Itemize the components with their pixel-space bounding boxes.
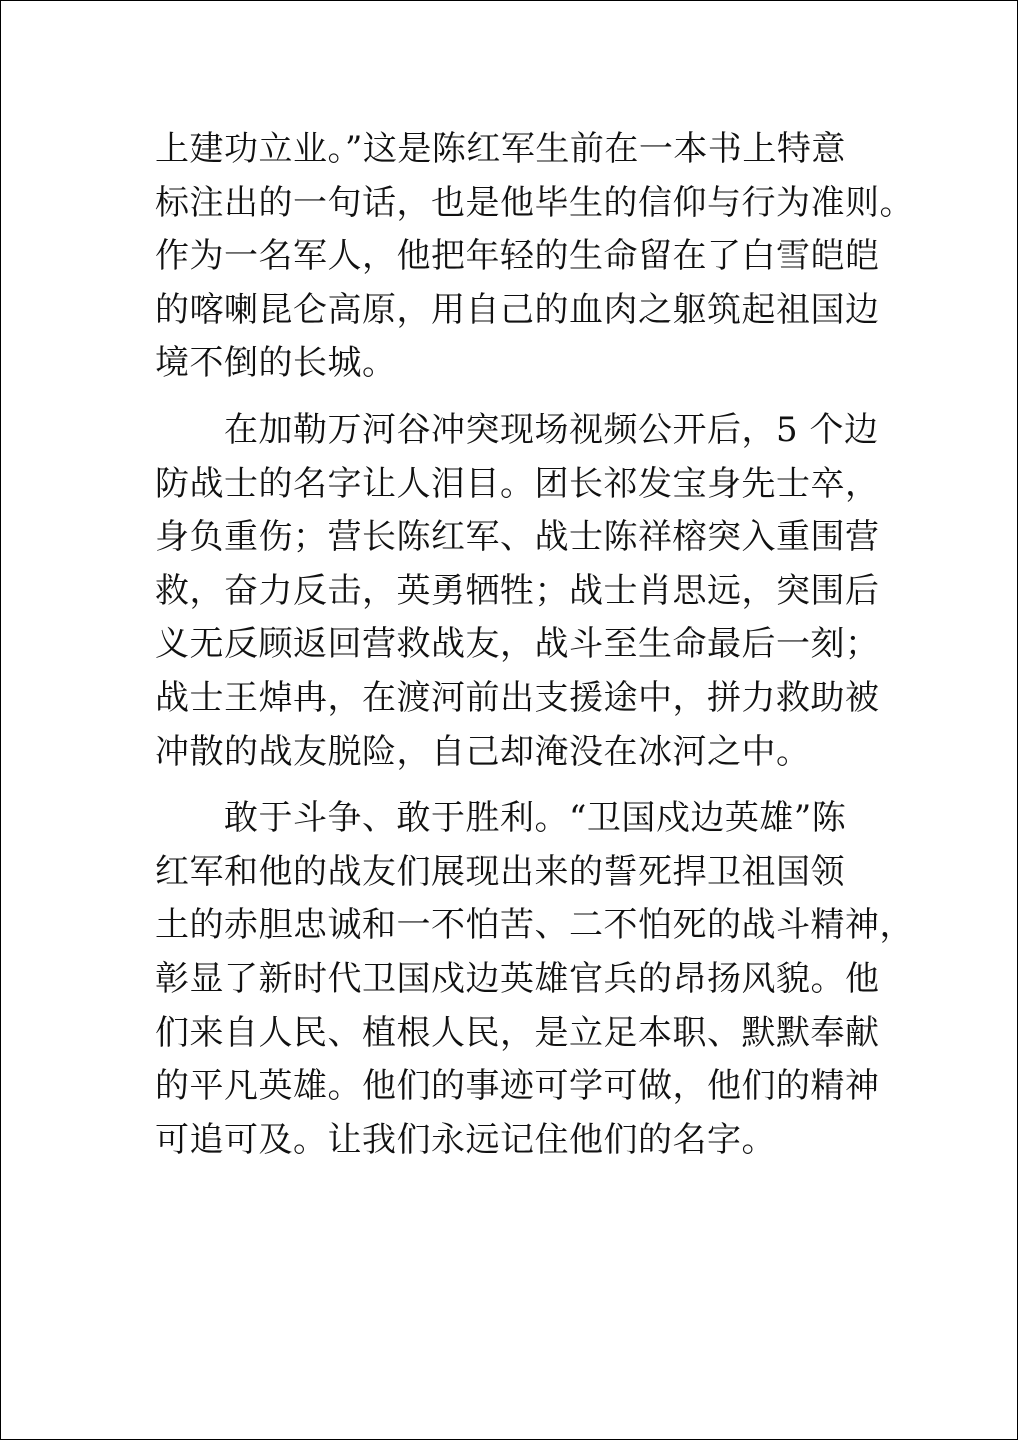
- document-body: [155, 123, 914, 1167]
- text-line: 土的赤胆忠诚和一不怕苦、二不怕死的战斗精神，: [155, 905, 914, 946]
- text-line: 上建功立业。”这是陈红军生前在一本书上特意: [155, 129, 846, 169]
- text-line: 们来自人民、植根人民，是立足本职、默默奉献: [155, 1012, 880, 1053]
- text-line: 境不倒的长城。: [155, 343, 397, 384]
- text-line: 标注出的一句话，也是他毕生的信仰与行为准则。: [155, 182, 914, 223]
- text-line: 在加勒万河谷冲突现场视频公开后，5 个边: [155, 409, 879, 450]
- text-line: 彰显了新时代卫国戍边英雄官兵的昂扬风貌。他: [155, 958, 880, 999]
- text-line: 战士王焯冉，在渡河前出支援途中，拼力救助被: [155, 677, 880, 718]
- paragraph-gap: [155, 779, 895, 792]
- paragraph-1: [155, 123, 914, 391]
- paragraph-gap: [155, 391, 895, 404]
- text-line: 的平凡英雄。他们的事迹可学可做，他们的精神: [155, 1066, 880, 1107]
- text-line: 救，奋力反击，英勇牺牲；战士肖思远，突围后: [155, 570, 880, 611]
- text-line: 冲散的战友脱险，自己却淹没在冰河之中。: [155, 731, 811, 772]
- text-line: 红军和他的战友们展现出来的誓死捍卫祖国领: [155, 851, 845, 892]
- text-line: 的喀喇昆仑高原，用自己的血肉之躯筑起祖国边: [155, 289, 880, 330]
- paragraph-2: [155, 404, 895, 779]
- text-line: 义无反顾返回营救战友，战斗至生命最后一刻；: [155, 624, 880, 665]
- text-line: 作为一名军人，他把年轻的生命留在了白雪皑皑: [155, 236, 880, 277]
- paragraph-3: [155, 792, 914, 1167]
- text-line: 身负重伤；营长陈红军、战士陈祥榕突入重围营: [155, 517, 880, 558]
- text-line: 可追可及。让我们永远记住他们的名字。: [155, 1119, 776, 1160]
- text-line: 敢于斗争、敢于胜利。“卫国戍边英雄”陈: [155, 798, 847, 839]
- text-line: 防战士的名字让人泪目。团长祁发宝身先士卒，: [155, 463, 880, 504]
